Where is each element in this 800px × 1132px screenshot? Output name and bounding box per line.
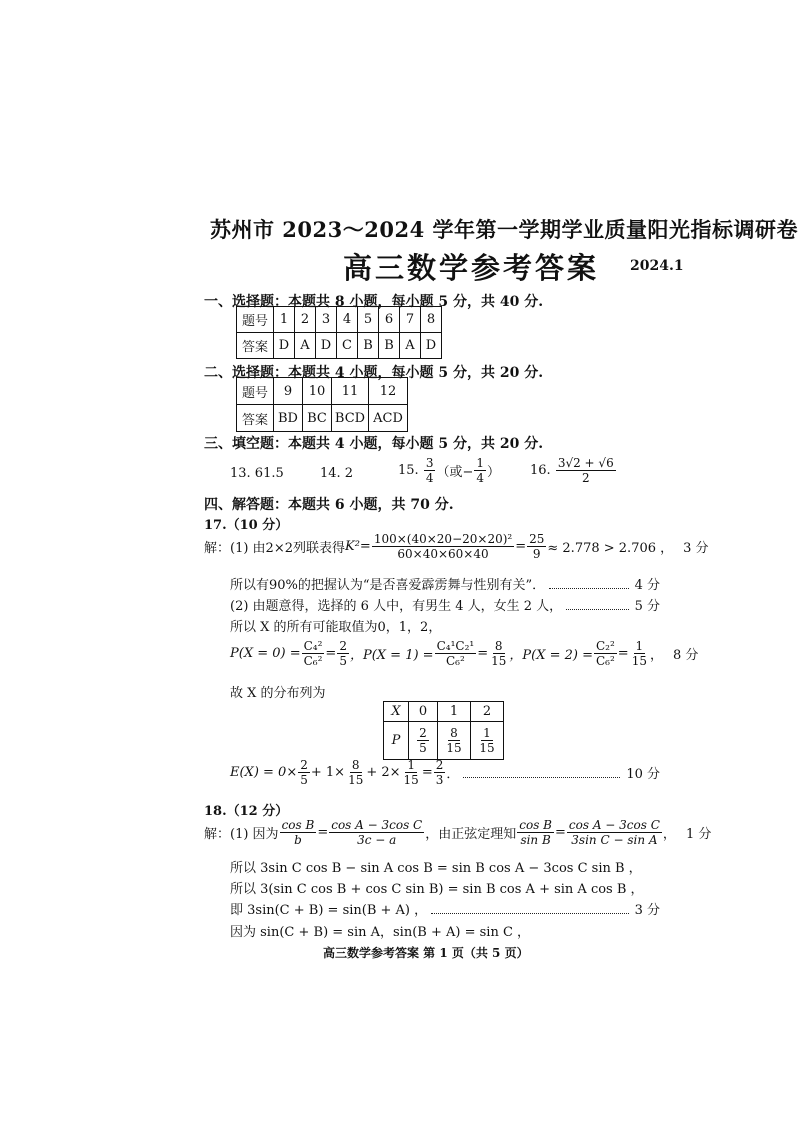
p-value: [438, 722, 471, 760]
comma: ，: [662, 827, 676, 842]
q17-line4: 所以 X 的所有可能取值为0，1，2，: [230, 620, 442, 635]
expectation-lhs: E(X) = 0×: [230, 765, 298, 780]
q18-line1-prefix: 解：(1) 因为: [204, 827, 279, 842]
k2-value-fraction: [527, 532, 546, 561]
page-footer: 高三数学参考答案 第 1 页（共 5 页）: [323, 946, 529, 960]
document-title: 苏州市 2023～2024 学年第一学期学业质量阳光指标调研卷: [210, 217, 799, 242]
question-number: 2: [295, 307, 316, 333]
expect-term: + 1×: [310, 765, 346, 780]
q15-alt-suffix: ）: [487, 465, 501, 480]
dot-leader: [566, 600, 628, 610]
k-squared-symbol: K²: [344, 539, 360, 554]
equals-sign: =: [325, 646, 337, 661]
dot-leader: [463, 768, 620, 778]
q17-line2-text: 所以有90%的把握认为“是否喜爱霹雳舞与性别有关”．: [230, 578, 546, 593]
p0-comb-fraction: [302, 639, 325, 668]
answer-q13: 13. 61.5: [230, 466, 284, 481]
question-number: 3: [316, 307, 337, 333]
q17-line1-suffix: ≈ 2.778 > 2.706 ，: [547, 541, 674, 556]
row-label-number: 题号: [237, 307, 274, 333]
question-number: 12: [369, 378, 408, 405]
numerator: cos B: [281, 818, 315, 832]
numerator: 1: [635, 639, 644, 653]
section3-heading: 三、填空题：本题共 4 小题，每小题 5 分，共 20 分.: [204, 436, 544, 452]
answer-q16: [530, 456, 617, 485]
numerator: cos B: [519, 818, 552, 832]
numerator: 2: [300, 758, 308, 772]
document-date: 2024.1: [630, 258, 684, 274]
row-label-answer: 答案: [237, 405, 274, 432]
q17-expectation: [230, 758, 660, 787]
x-row-label: X: [384, 702, 409, 722]
comma: ，: [649, 648, 663, 663]
expect-result-fraction: [434, 758, 446, 787]
q15-label: 15.: [398, 463, 419, 478]
equals-sign: =: [317, 825, 329, 840]
score-points: 3 分: [683, 541, 709, 556]
answer-cell: B: [358, 333, 379, 359]
answer-cell: A: [400, 333, 421, 359]
answer-cell: C: [337, 333, 358, 359]
q18-fraction: [567, 818, 662, 847]
q15-alt-fraction: [474, 456, 486, 485]
numerator: 3√2 + √6: [557, 456, 614, 470]
section2-answer-table: [236, 377, 408, 432]
answer-cell: D: [316, 333, 337, 359]
denominator: 15: [403, 773, 419, 787]
denominator: C₆²: [303, 654, 323, 668]
x-value: 2: [471, 702, 504, 722]
q17-line3-text: (2) 由题意得，选择的 6 人中，有男生 4 人，女生 2 人，: [230, 599, 563, 614]
answer-cell: BD: [274, 405, 303, 432]
answer-q15: [398, 456, 500, 485]
p2-comb-fraction: [594, 639, 617, 668]
p-value: [409, 722, 438, 760]
score-points: 4 分: [634, 578, 660, 593]
section2-heading: 二、选择题：本题共 4 小题，每小题 5 分，共 20 分.: [204, 365, 544, 381]
equals-sign: =: [515, 539, 527, 554]
question-number: 9: [274, 378, 303, 405]
equals-sign: =: [555, 825, 566, 840]
p-value: [471, 722, 504, 760]
equals-sign: =: [359, 539, 371, 554]
numerator: 8: [450, 726, 458, 740]
denominator: C₆²: [595, 654, 615, 668]
section1-answer-table: [236, 306, 442, 359]
q18-line2: 所以 3sin C cos B − sin A cos B = sin B cos A − 3cos C sin B ，: [230, 861, 642, 876]
expect-fraction: [346, 758, 365, 787]
k2-formula-fraction: [372, 532, 514, 561]
expect-fraction: [402, 758, 421, 787]
numerator: C₂²: [595, 639, 615, 653]
q17-probabilities: [230, 639, 699, 668]
equals-sign: =: [421, 765, 433, 780]
q18-line4-text: 即 3sin(C + B) = sin(B + A) ，: [230, 903, 428, 918]
denominator: 2: [581, 471, 590, 485]
p1-value-fraction: [489, 639, 508, 668]
numerator: 25: [529, 532, 545, 546]
numerator: 8: [351, 758, 360, 772]
period: ．: [446, 767, 460, 782]
denominator: 15: [348, 773, 364, 787]
q18-line1-mid: ，由正弦定理知: [425, 827, 517, 842]
document-subtitle: 高三数学参考答案: [343, 251, 600, 285]
answer-cell: D: [274, 333, 295, 359]
q18-fraction: [517, 818, 554, 847]
numerator: 2: [339, 639, 347, 653]
section4-heading: 四、解答题：本题共 6 小题，共 70 分.: [204, 497, 454, 513]
question-number: 6: [379, 307, 400, 333]
score-points: 5 分: [634, 599, 660, 614]
q15-fraction: [424, 456, 436, 485]
question-number: 1: [274, 307, 295, 333]
q17-line2: [230, 574, 660, 593]
x-value: 1: [438, 702, 471, 722]
denominator: 15: [446, 741, 462, 755]
denominator: 4: [476, 471, 485, 485]
row-label-answer: 答案: [237, 333, 274, 359]
q17-distribution-table: [383, 701, 504, 760]
question-number: 4: [337, 307, 358, 333]
numerator: cos A − 3cos C: [568, 818, 660, 832]
q18-line3: 所以 3(sin C cos B + cos C sin B) = sin B cos A + sin A cos B ，: [230, 882, 644, 897]
answer-cell: B: [379, 333, 400, 359]
question-number: 8: [421, 307, 442, 333]
section1-heading: 一、选择题：本题共 8 小题，每小题 5 分，共 40 分.: [204, 294, 544, 310]
numerator: 3: [425, 456, 434, 470]
p-row-label: P: [384, 722, 409, 760]
q17-line1: [204, 532, 709, 561]
question-number: 5: [358, 307, 379, 333]
numerator: C₄¹C₂¹: [436, 639, 475, 653]
q18-fraction: [329, 818, 424, 847]
equals-sign: =: [477, 646, 489, 661]
denominator: 60×40×60×40: [397, 547, 489, 561]
denominator: 15: [479, 741, 495, 755]
expect-term: + 2×: [366, 765, 401, 780]
q15-alt-prefix: （或−: [436, 465, 474, 480]
denominator: C₆²: [445, 654, 465, 668]
numerator: 2: [435, 758, 444, 772]
numerator: 2: [419, 726, 427, 740]
answer-cell: D: [421, 333, 442, 359]
q17-line3: [230, 595, 660, 614]
answer-q14: 14. 2: [320, 466, 354, 481]
q17-label: 17.（10 分）: [204, 518, 289, 533]
p1-lhs: ，P(X = 1) =: [349, 648, 434, 663]
answer-cell: ACD: [369, 405, 408, 432]
score-points: 1 分: [685, 827, 712, 842]
row-label-number: 题号: [237, 378, 274, 405]
numerator: 8: [494, 639, 503, 653]
denominator: 3: [435, 773, 444, 787]
numerator: cos A − 3cos C: [331, 818, 423, 832]
q16-fraction: [556, 456, 616, 485]
denominator: 5: [419, 741, 427, 755]
denominator: 3sin C − sin A: [571, 833, 658, 847]
question-number: 10: [303, 378, 332, 405]
denominator: b: [294, 833, 302, 847]
denominator: 4: [425, 471, 434, 485]
q17-distribution-intro: 故 X 的分布列为: [230, 686, 326, 701]
denominator: 15: [491, 654, 507, 668]
score-points: 8 分: [673, 648, 699, 663]
denominator: 3c − a: [357, 833, 397, 847]
p2-value-fraction: [630, 639, 649, 668]
q18-line5: 因为 sin(C + B) = sin A，sin(B + A) = sin C ，: [230, 925, 531, 940]
p2-lhs: ，P(X = 2) =: [509, 648, 593, 663]
numerator: 100×(40×20−20×20)²: [373, 532, 513, 546]
q18-label: 18.（12 分）: [204, 804, 289, 819]
denominator: 15: [631, 654, 647, 668]
q18-line1: [204, 818, 712, 847]
q16-label: 16.: [530, 463, 551, 478]
score-points: 3 分: [634, 903, 660, 918]
answer-cell: A: [295, 333, 316, 359]
answer-cell: BCD: [332, 405, 369, 432]
numerator: 1: [483, 726, 491, 740]
numerator: 1: [476, 456, 485, 470]
x-value: 0: [409, 702, 438, 722]
p0-lhs: P(X = 0) =: [230, 646, 301, 661]
dot-leader: [549, 579, 628, 589]
numerator: 1: [407, 758, 415, 772]
question-number: 11: [332, 378, 369, 405]
q18-fraction: [280, 818, 317, 847]
score-points: 10 分: [626, 767, 660, 782]
denominator: 5: [300, 773, 308, 787]
equals-sign: =: [617, 646, 629, 661]
q18-line4: [230, 899, 660, 918]
denominator: 9: [532, 547, 541, 561]
dot-leader: [431, 904, 628, 914]
q17-line1-prefix: 解：(1) 由2×2列联表得: [204, 541, 345, 556]
p0-value-fraction: [337, 639, 349, 668]
question-number: 7: [400, 307, 421, 333]
expect-fraction: [298, 758, 310, 787]
numerator: C₄²: [303, 639, 323, 653]
p1-comb-fraction: [435, 639, 477, 668]
denominator: 5: [339, 654, 347, 668]
denominator: sin B: [520, 833, 551, 847]
answer-cell: BC: [303, 405, 332, 432]
